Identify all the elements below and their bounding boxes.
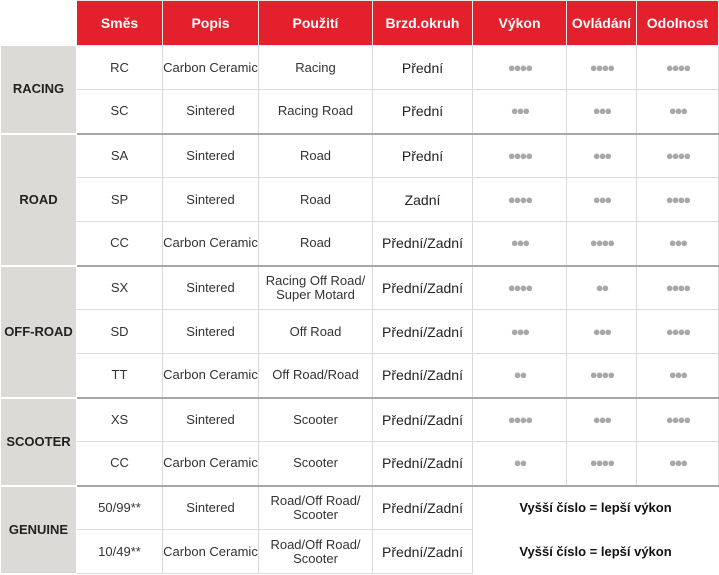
cell-compound: SC: [77, 90, 163, 134]
cell-handling-rating: ●●●●: [567, 354, 637, 398]
header-brake: Brzd.okruh: [373, 1, 473, 46]
cell-description: Carbon Ceramic: [163, 222, 259, 266]
cell-durability-rating: ●●●●: [637, 310, 719, 354]
cell-performance-rating: ●●●●: [473, 266, 567, 310]
header-usage: Použití: [259, 1, 373, 46]
cell-description: Sintered: [163, 90, 259, 134]
table-row: [1, 442, 719, 486]
cell-performance-rating: ●●: [473, 442, 567, 486]
table-row: [1, 486, 719, 530]
table-row: [1, 398, 719, 442]
cell-brake: Přední/Zadní: [373, 530, 473, 574]
header-compound: Směs: [77, 1, 163, 46]
cell-brake: Přední: [373, 134, 473, 178]
cell-brake: Přední: [373, 90, 473, 134]
cell-description: Sintered: [163, 266, 259, 310]
cell-usage: Road/Off Road/ Scooter: [259, 486, 373, 530]
cell-description: Sintered: [163, 134, 259, 178]
cell-brake: Přední/Zadní: [373, 310, 473, 354]
cell-durability-rating: ●●●●: [637, 178, 719, 222]
cell-performance-rating: ●●●●: [473, 178, 567, 222]
cell-description: Carbon Ceramic: [163, 530, 259, 574]
cell-performance-rating: ●●●: [473, 90, 567, 134]
cell-durability-rating: ●●●●: [637, 134, 719, 178]
cell-durability-rating: ●●●: [637, 222, 719, 266]
cell-handling-rating: ●●●●: [567, 442, 637, 486]
cell-performance-rating: ●●●●: [473, 398, 567, 442]
group-label-offroad: OFF-ROAD: [1, 266, 77, 398]
header-description: Popis: [163, 1, 259, 46]
cell-handling-rating: ●●●●: [567, 46, 637, 90]
cell-brake: Přední/Zadní: [373, 266, 473, 310]
table-row: [1, 266, 719, 310]
cell-usage: Road: [259, 178, 373, 222]
cell-description: Carbon Ceramic: [163, 354, 259, 398]
header-row: [1, 1, 719, 46]
group-label-scooter: SCOOTER: [1, 398, 77, 486]
cell-compound: XS: [77, 398, 163, 442]
cell-description: Carbon Ceramic: [163, 46, 259, 90]
cell-compound: TT: [77, 354, 163, 398]
table-row: [1, 90, 719, 134]
cell-durability-rating: ●●●●: [637, 46, 719, 90]
cell-compound: SX: [77, 266, 163, 310]
cell-compound: SP: [77, 178, 163, 222]
cell-performance-rating: ●●●: [473, 310, 567, 354]
header-durability: Odolnost: [637, 1, 719, 46]
cell-usage: Off Road: [259, 310, 373, 354]
table-row: [1, 222, 719, 266]
table-row: [1, 354, 719, 398]
cell-description: Sintered: [163, 398, 259, 442]
cell-durability-rating: ●●●: [637, 442, 719, 486]
cell-handling-rating: ●●●: [567, 310, 637, 354]
table-row: [1, 178, 719, 222]
cell-handling-rating: ●●●: [567, 90, 637, 134]
cell-compound: CC: [77, 222, 163, 266]
cell-performance-rating: ●●●●: [473, 134, 567, 178]
cell-performance-rating: ●●●●: [473, 46, 567, 90]
header-corner: [1, 1, 77, 46]
cell-handling-rating: ●●●: [567, 178, 637, 222]
group-label-racing: RACING: [1, 46, 77, 134]
cell-brake: Přední/Zadní: [373, 354, 473, 398]
cell-compound: RC: [77, 46, 163, 90]
cell-compound: 10/49**: [77, 530, 163, 574]
cell-description: Carbon Ceramic: [163, 442, 259, 486]
cell-compound: SD: [77, 310, 163, 354]
cell-durability-rating: ●●●: [637, 90, 719, 134]
cell-usage: Off Road/Road: [259, 354, 373, 398]
cell-brake: Zadní: [373, 178, 473, 222]
group-label-genuine: GENUINE: [1, 486, 77, 574]
cell-usage: Scooter: [259, 398, 373, 442]
cell-brake: Přední/Zadní: [373, 398, 473, 442]
cell-usage: Racing Road: [259, 90, 373, 134]
rating-note: Vyšší číslo = lepší výkon: [473, 486, 719, 530]
cell-brake: Přední/Zadní: [373, 442, 473, 486]
cell-compound: CC: [77, 442, 163, 486]
cell-brake: Přední/Zadní: [373, 486, 473, 530]
rating-note: Vyšší číslo = lepší výkon: [473, 530, 719, 574]
cell-handling-rating: ●●●: [567, 398, 637, 442]
cell-durability-rating: ●●●●: [637, 398, 719, 442]
cell-usage: Road: [259, 134, 373, 178]
cell-usage: Racing: [259, 46, 373, 90]
cell-description: Sintered: [163, 310, 259, 354]
cell-usage: Scooter: [259, 442, 373, 486]
cell-compound: SA: [77, 134, 163, 178]
cell-handling-rating: ●●●●: [567, 222, 637, 266]
cell-usage: Racing Off Road/ Super Motard: [259, 266, 373, 310]
table-row: [1, 46, 719, 90]
cell-brake: Přední: [373, 46, 473, 90]
cell-usage: Road: [259, 222, 373, 266]
cell-description: Sintered: [163, 178, 259, 222]
group-label-road: ROAD: [1, 134, 77, 266]
cell-durability-rating: ●●●●: [637, 266, 719, 310]
cell-performance-rating: ●●: [473, 354, 567, 398]
header-performance: Výkon: [473, 1, 567, 46]
cell-handling-rating: ●●●: [567, 134, 637, 178]
table-row: [1, 530, 719, 574]
cell-usage: Road/Off Road/ Scooter: [259, 530, 373, 574]
table-row: [1, 134, 719, 178]
header-handling: Ovládání: [567, 1, 637, 46]
cell-durability-rating: ●●●: [637, 354, 719, 398]
cell-compound: 50/99**: [77, 486, 163, 530]
cell-brake: Přední/Zadní: [373, 222, 473, 266]
cell-handling-rating: ●●: [567, 266, 637, 310]
table-row: [1, 310, 719, 354]
cell-performance-rating: ●●●: [473, 222, 567, 266]
cell-description: Sintered: [163, 486, 259, 530]
